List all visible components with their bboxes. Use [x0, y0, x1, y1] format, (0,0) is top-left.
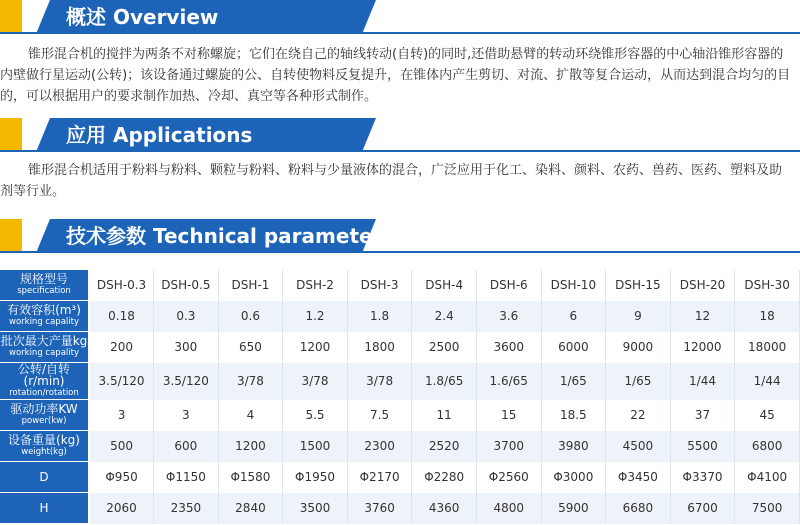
- table-cell: DSH-3: [347, 270, 412, 301]
- row-header-en: power(kw): [21, 416, 67, 426]
- table-cell: 3.5/120: [89, 363, 154, 400]
- table-cell: 5.5: [283, 400, 348, 431]
- table-cell: 3/78: [347, 363, 412, 400]
- table-cell: 3500: [283, 493, 348, 524]
- header-accent-yellow: [0, 0, 22, 34]
- row-header-cn: 规格型号: [19, 272, 68, 286]
- table-row: [0, 462, 800, 493]
- row-header-en: specification: [17, 286, 71, 296]
- table-cell: 1/44: [735, 363, 800, 400]
- header-accent-yellow: [0, 219, 22, 253]
- table-cell: Φ2560: [476, 462, 541, 493]
- table-row: [0, 301, 800, 332]
- table-cell: 6: [541, 301, 606, 332]
- table-cell: 3: [89, 400, 154, 431]
- table-cell: 1/65: [606, 363, 671, 400]
- table-cell: 1/44: [670, 363, 735, 400]
- table-cell: 6680: [606, 493, 671, 524]
- table-row: [0, 332, 800, 363]
- table-cell: 2060: [89, 493, 154, 524]
- row-header: [0, 462, 89, 493]
- table-cell: 9000: [606, 332, 671, 363]
- table-cell: 650: [218, 332, 283, 363]
- table-cell: 500: [89, 431, 154, 462]
- table-cell: 0.18: [89, 301, 154, 332]
- table-cell: 45: [735, 400, 800, 431]
- table-row: [0, 431, 800, 462]
- table-cell: 6000: [541, 332, 606, 363]
- applications-title: 应用 Applications: [66, 123, 253, 147]
- row-header-en: rotation/rotation: [9, 388, 79, 398]
- table-cell: 0.3: [154, 301, 219, 332]
- table-row: [0, 493, 800, 524]
- table-cell: 3980: [541, 431, 606, 462]
- table-cell: DSH-2: [283, 270, 348, 301]
- table-cell: 600: [154, 431, 219, 462]
- table-cell: 2350: [154, 493, 219, 524]
- table-cell: 1200: [218, 431, 283, 462]
- table-cell: 7500: [735, 493, 800, 524]
- table-cell: DSH-1: [218, 270, 283, 301]
- table-cell: 12: [670, 301, 735, 332]
- row-header: [0, 493, 89, 524]
- table-cell: Φ3000: [541, 462, 606, 493]
- table-cell: Φ950: [89, 462, 154, 493]
- table-cell: 2300: [347, 431, 412, 462]
- table-cell: 22: [606, 400, 671, 431]
- table-cell: 3/78: [218, 363, 283, 400]
- table-cell: 6800: [735, 431, 800, 462]
- overview-title: 概述 Overview: [66, 5, 219, 29]
- header-accent-yellow: [0, 118, 22, 152]
- row-header: [0, 400, 89, 431]
- table-cell: 7.5: [347, 400, 412, 431]
- table-cell: Φ1950: [283, 462, 348, 493]
- table-cell: 3.5/120: [154, 363, 219, 400]
- table-cell: DSH-6: [476, 270, 541, 301]
- table-cell: 4800: [476, 493, 541, 524]
- table-cell: DSH-30: [735, 270, 800, 301]
- table-cell: 1800: [347, 332, 412, 363]
- table-cell: 3.6: [476, 301, 541, 332]
- table-cell: 11: [412, 400, 477, 431]
- row-header-cn: 设备重量(kg): [8, 433, 80, 447]
- row-header-cn: D: [39, 470, 49, 484]
- row-header: [0, 270, 89, 301]
- table-cell: 5500: [670, 431, 735, 462]
- table-cell: 1.8: [347, 301, 412, 332]
- row-header-en: weight(kg): [21, 447, 67, 457]
- table-cell: 1/65: [541, 363, 606, 400]
- table-cell: 1500: [283, 431, 348, 462]
- row-header-cn: 公转/自转(r/min): [17, 362, 71, 388]
- row-header-cn: 批次最大产量kg: [0, 334, 88, 348]
- table-cell: 6700: [670, 493, 735, 524]
- table-cell: 9: [606, 301, 671, 332]
- technical-title: 技术参数 Technical parameters: [66, 224, 395, 248]
- table-cell: 3700: [476, 431, 541, 462]
- table-cell: DSH-0.3: [89, 270, 154, 301]
- table-cell: 2.4: [412, 301, 477, 332]
- table-cell: Φ3450: [606, 462, 671, 493]
- table-cell: 37: [670, 400, 735, 431]
- table-cell: 2500: [412, 332, 477, 363]
- table-cell: Φ4100: [735, 462, 800, 493]
- table-cell: Φ1580: [218, 462, 283, 493]
- table-cell: DSH-15: [606, 270, 671, 301]
- row-header-cn: 有效容积(m³): [7, 303, 81, 317]
- table-cell: Φ3370: [670, 462, 735, 493]
- table-cell: 1.8/65: [412, 363, 477, 400]
- table-cell: 3: [154, 400, 219, 431]
- table-cell: DSH-20: [670, 270, 735, 301]
- table-cell: 18.5: [541, 400, 606, 431]
- row-header-cn: H: [39, 501, 49, 515]
- table-row: [0, 400, 800, 431]
- table-row: [0, 270, 800, 301]
- row-header-en: working capality: [9, 348, 79, 358]
- table-cell: 3760: [347, 493, 412, 524]
- table-cell: 3/78: [283, 363, 348, 400]
- table-cell: DSH-10: [541, 270, 606, 301]
- table-cell: 0.6: [218, 301, 283, 332]
- row-header: [0, 301, 89, 332]
- overview-text: 锥形混合机的搅拌为两条不对称螺旋；它们在绕自己的轴线转动(自转)的同时,还借助悬臂的转动环绕锥形容器的中心轴沿锥形容器的内壁做行星运动(公转)；该设备通过螺旋的公、自转使物料反复提升，在锥体内产生剪切、对流、扩散等复合运动，从而达到混合均匀的目的，可以根据用户的要求制作加热、冷却、真空等各种形式制作。: [0, 47, 791, 104]
- table-cell: 18: [735, 301, 800, 332]
- table-cell: 4: [218, 400, 283, 431]
- table-cell: 300: [154, 332, 219, 363]
- table-cell: 200: [89, 332, 154, 363]
- row-header: [0, 332, 89, 363]
- technical-parameters-table: [0, 270, 800, 524]
- row-header-cn: 驱动功率KW: [10, 402, 78, 416]
- overview-header: [0, 0, 800, 34]
- row-header: [0, 431, 89, 462]
- table-cell: DSH-4: [412, 270, 477, 301]
- table-cell: Φ2170: [347, 462, 412, 493]
- table-cell: 1.6/65: [476, 363, 541, 400]
- applications-header: [0, 118, 800, 152]
- row-header-en: working capality: [9, 317, 79, 327]
- table-cell: 4360: [412, 493, 477, 524]
- table-cell: 15: [476, 400, 541, 431]
- table-cell: Φ1150: [154, 462, 219, 493]
- table-cell: 3600: [476, 332, 541, 363]
- table-cell: DSH-0.5: [154, 270, 219, 301]
- table-cell: 12000: [670, 332, 735, 363]
- table-cell: 4500: [606, 431, 671, 462]
- applications-text: 锥形混合机适用于粉料与粉料、颗粒与粉料、粉料与少量液体的混合，广泛应用于化工、染料、颜料、农药、兽药、医药、塑料及助剂等行业。: [0, 163, 783, 199]
- table-cell: 2840: [218, 493, 283, 524]
- table-cell: 18000: [735, 332, 800, 363]
- table-row: [0, 363, 800, 400]
- table-cell: 5900: [541, 493, 606, 524]
- row-header: [0, 363, 89, 400]
- table-cell: 2520: [412, 431, 477, 462]
- table-cell: 1200: [283, 332, 348, 363]
- table-cell: Φ2280: [412, 462, 477, 493]
- technical-header: [0, 219, 800, 253]
- table-cell: 1.2: [283, 301, 348, 332]
